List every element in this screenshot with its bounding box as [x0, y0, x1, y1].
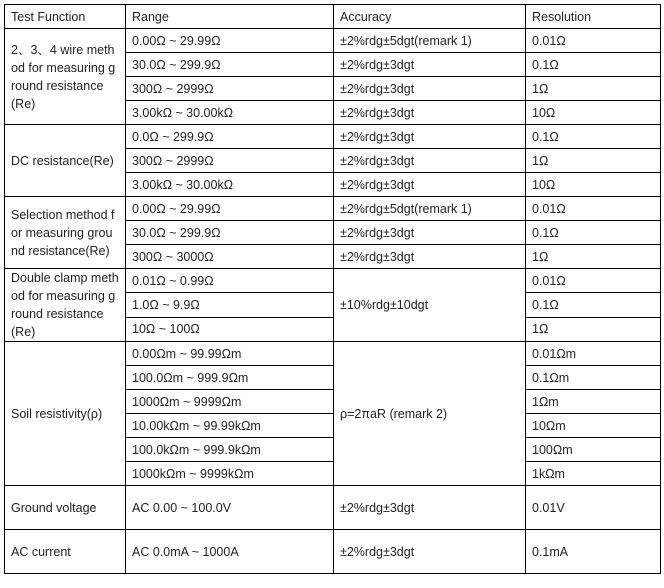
accuracy-cell: ±2%rdg±3dgt — [334, 221, 526, 245]
range-cell: 0.00Ωm ~ 99.99Ωm — [126, 342, 334, 366]
accuracy-cell: ±2%rdg±3dgt — [334, 245, 526, 269]
table-row — [5, 125, 661, 149]
test-function-cell: 2、3、4 wire method for measuring ground resistance (Re) — [5, 29, 126, 125]
resolution-cell: 0.01Ω — [526, 29, 661, 53]
range-cell: 3.00kΩ ~ 30.00kΩ — [126, 101, 334, 125]
header-row — [5, 5, 661, 29]
table-row — [5, 197, 661, 221]
header-accuracy: Accuracy — [334, 5, 526, 29]
resolution-cell: 0.1Ω — [526, 221, 661, 245]
range-cell: 0.00Ω ~ 29.99Ω — [126, 29, 334, 53]
resolution-cell: 0.01Ωm — [526, 342, 661, 366]
test-function-cell: AC current — [5, 530, 126, 574]
range-cell: 0.01Ω ~ 0.99Ω — [126, 269, 334, 293]
accuracy-cell: ±2%rdg±5dgt(remark 1) — [334, 197, 526, 221]
range-cell: 30.0Ω ~ 299.9Ω — [126, 221, 334, 245]
table-row — [5, 530, 661, 574]
header-range: Range — [126, 5, 334, 29]
resolution-cell: 0.01V — [526, 486, 661, 530]
table-row — [5, 269, 661, 293]
accuracy-cell: ±2%rdg±3dgt — [334, 486, 526, 530]
range-cell: 0.00Ω ~ 29.99Ω — [126, 197, 334, 221]
resolution-cell: 0.1Ω — [526, 53, 661, 77]
test-function-cell: Soil resistivity(ρ) — [5, 342, 126, 486]
range-cell: AC 0.0mA ~ 1000A — [126, 530, 334, 574]
accuracy-cell: ±2%rdg±3dgt — [334, 125, 526, 149]
resolution-cell: 1Ω — [526, 245, 661, 269]
accuracy-cell: ρ=2πaR (remark 2) — [334, 342, 526, 486]
range-cell: 3.00kΩ ~ 30.00kΩ — [126, 173, 334, 197]
resolution-cell: 0.1Ωm — [526, 366, 661, 390]
resolution-cell: 0.1mA — [526, 530, 661, 574]
table-row — [5, 29, 661, 53]
range-cell: AC 0.00 ~ 100.0V — [126, 486, 334, 530]
resolution-cell: 10Ωm — [526, 414, 661, 438]
range-cell: 100.0kΩm ~ 999.9kΩm — [126, 438, 334, 462]
range-cell: 0.0Ω ~ 299.9Ω — [126, 125, 334, 149]
resolution-cell: 1Ω — [526, 149, 661, 173]
table-row — [5, 486, 661, 530]
resolution-cell: 10Ω — [526, 173, 661, 197]
resolution-cell: 0.01Ω — [526, 197, 661, 221]
range-cell: 30.0Ω ~ 299.9Ω — [126, 53, 334, 77]
accuracy-cell: ±2%rdg±5dgt(remark 1) — [334, 29, 526, 53]
range-cell: 300Ω ~ 2999Ω — [126, 149, 334, 173]
accuracy-cell: ±2%rdg±3dgt — [334, 149, 526, 173]
resolution-cell: 1Ω — [526, 77, 661, 101]
accuracy-cell: ±2%rdg±3dgt — [334, 77, 526, 101]
test-function-cell: Ground voltage — [5, 486, 126, 530]
range-cell: 1000kΩm ~ 9999kΩm — [126, 462, 334, 486]
header-resolution: Resolution — [526, 5, 661, 29]
range-cell: 10.00kΩm ~ 99.99kΩm — [126, 414, 334, 438]
resolution-cell: 0.1Ω — [526, 293, 661, 317]
resolution-cell: 10Ω — [526, 101, 661, 125]
range-cell: 100.0Ωm ~ 999.9Ωm — [126, 366, 334, 390]
test-function-cell: Double clamp method for measuring ground resistance (Re) — [5, 269, 126, 342]
resolution-cell: 1Ω — [526, 317, 661, 341]
spec-table — [4, 4, 661, 574]
accuracy-cell: ±10%rdg±10dgt — [334, 269, 526, 342]
range-cell: 300Ω ~ 2999Ω — [126, 77, 334, 101]
table-row — [5, 342, 661, 366]
accuracy-cell: ±2%rdg±3dgt — [334, 53, 526, 77]
range-cell: 1.0Ω ~ 9.9Ω — [126, 293, 334, 317]
resolution-cell: 0.01Ω — [526, 269, 661, 293]
test-function-cell: Selection method for measuring ground resistance(Re) — [5, 197, 126, 269]
resolution-cell: 100Ωm — [526, 438, 661, 462]
test-function-cell: DC resistance(Re) — [5, 125, 126, 197]
accuracy-cell: ±2%rdg±3dgt — [334, 101, 526, 125]
resolution-cell: 1kΩm — [526, 462, 661, 486]
resolution-cell: 1Ωm — [526, 390, 661, 414]
range-cell: 300Ω ~ 3000Ω — [126, 245, 334, 269]
resolution-cell: 0.1Ω — [526, 125, 661, 149]
range-cell: 1000Ωm ~ 9999Ωm — [126, 390, 334, 414]
accuracy-cell: ±2%rdg±3dgt — [334, 530, 526, 574]
range-cell: 10Ω ~ 100Ω — [126, 317, 334, 341]
accuracy-cell: ±2%rdg±3dgt — [334, 173, 526, 197]
header-test-function: Test Function — [5, 5, 126, 29]
